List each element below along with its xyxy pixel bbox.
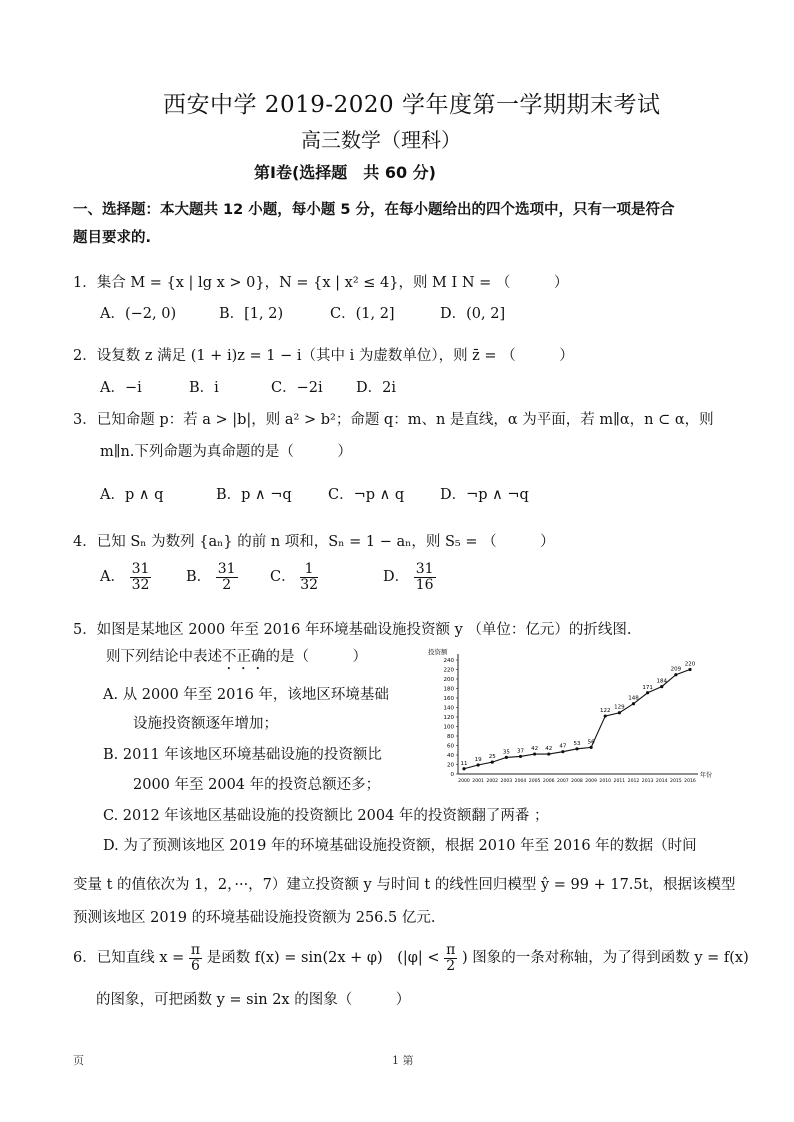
y-tick-label: 120 [443,715,454,721]
q6-stem-line-1 [73,943,749,973]
q3-stem-line-1: 3．已知命题 p：若 a > |b|，则 a² > b²；命题 q：m、n 是直线，α 为平面，若 m∥α，n ⊂ α，则 [73,412,714,428]
data-label: 184 [656,678,667,685]
q5-stem-line-2 [106,645,367,673]
q2-stem: 2．设复数 z 满足 (1 + i)z = 1 − i（其中 i 为虚数单位），则 z̄ = （ ） [73,348,574,364]
q4-c-denominator: 32 [300,576,319,593]
data-label: 37 [517,748,524,755]
data-label: 122 [600,708,611,715]
q5-option-c: C. 2012 年该地区基础设施的投资额比 2004 年的投资额翻了两番 ； [103,808,549,824]
x-tick-label: 2009 [585,779,597,784]
q1-option-c: C．(1, 2] [330,306,395,322]
data-point [505,756,508,759]
q6-frac1-numerator: π [190,942,201,958]
instruction-line-1: 一、选择题：本大题共 12 小题，每小题 5 分，在每小题给出的四个选项中，只有一项是符合 [73,202,675,218]
y-tick-label: 160 [443,696,454,702]
q4-option-b-label: B． [186,569,212,586]
x-tick-label: 2014 [655,779,668,784]
q6-frac2-denominator: 2 [446,957,456,974]
data-label: 148 [628,695,639,702]
q5-option-d-line-2: 变量 t 的值依次为 1，2，···，7）建立投资额 y 与时间 t 的线性回归模型 ŷ = 99 + 17.5t，根据该模型 [73,877,736,893]
data-point [491,761,494,764]
q5-stem-line-1: 5．如图是某地区 2000 年至 2016 年环境基础设施投资额 y （单位：亿元）的折线图. [73,622,632,638]
data-point [590,746,593,749]
q6-stem-1b: 是函数 f(x) = sin(2x + φ) (|φ| < [206,950,440,967]
q4-a-denominator: 32 [131,576,150,593]
q6-stem-1a: 6．已知直线 x = [73,950,185,967]
y-tick-label: 40 [447,753,454,759]
instruction-line-2: 题目要求的. [73,230,152,246]
q3-option-a: A．p ∧ q [100,487,164,503]
q2-option-d: D．2i [356,380,396,396]
q4-d-denominator: 16 [415,576,434,593]
footer-page-number: 1 第 [392,1054,414,1067]
q2-option-a: A．−i [100,380,142,396]
x-tick-label: 2003 [500,779,513,784]
y-tick-label: 240 [443,658,454,664]
q2-option-c: C．−2i [271,380,323,396]
x-tick-label: 2013 [641,779,654,784]
data-label: 53 [573,740,581,747]
data-point [646,691,649,694]
q4-b-numerator: 31 [217,561,236,577]
data-label: 35 [502,749,510,756]
x-tick-label: 2008 [571,779,583,784]
q4-a-numerator: 31 [131,561,150,577]
data-point [660,685,663,688]
q5-option-a-line-2: 设施投资额逐年增加； [133,716,278,732]
q3-option-d: D．¬p ∧ ¬q [440,487,529,503]
q5-option-d-line-3: 预测该地区 2019 的环境基础设施投资额为 256.5 亿元. [73,910,436,926]
data-label: 42 [531,746,539,753]
x-tick-label: 2005 [528,779,541,784]
y-tick-label: 20 [447,762,454,769]
q4-option-a-label: A． [100,569,125,586]
q4-option-c-fraction [300,562,318,592]
data-label: 19 [474,756,482,763]
footer-left: 页 [73,1054,84,1067]
x-axis-label: 年份 [700,772,713,779]
data-point [688,668,691,671]
data-point [519,755,522,758]
q6-stem-1c: ) 图象的一条对称轴，为了得到函数 y = f(x) [461,950,749,967]
q3-stem-line-2: m∥n.下列命题为真命题的是（ ） [100,444,352,460]
q2-option-b: B．i [189,380,219,396]
data-point [533,752,536,755]
x-tick-label: 2016 [684,779,696,784]
data-label: 220 [684,661,696,668]
q1-stem: 1．集合 M = {x | lg x > 0}，N = {x | x² ≤ 4}，则 M I N = （ ） [73,275,569,291]
q4-option-d-fraction [414,562,436,592]
data-label: 129 [614,704,625,711]
data-point [575,747,578,750]
q6-stem-line-2: 的图象，可把函数 y = sin 2x 的图象（ ） [96,992,411,1008]
q4-option-d-label: D． [383,569,410,586]
q4-option-c [270,562,318,592]
q6-frac2-numerator: π [446,942,456,958]
y-tick-label: 180 [443,686,454,693]
data-label: 25 [488,754,496,761]
q1-option-b: B．[1, 2) [219,306,284,322]
q1-option-a: A．(−2, 0) [100,306,177,322]
q1-option-d: D．(0, 2] [440,306,506,322]
x-tick-label: 2012 [627,779,640,784]
data-label: 47 [559,743,567,750]
q4-option-b-fraction [216,562,238,592]
x-tick-label: 2001 [472,779,484,784]
q4-c-numerator: 1 [300,562,318,578]
x-tick-label: 2011 [613,779,626,784]
q6-fraction-pi-2 [444,943,457,973]
y-tick-label: 80 [447,734,454,740]
y-tick-label: 0 [450,772,454,778]
q4-option-b [186,562,238,592]
data-label: 209 [670,666,682,673]
y-axis-label: 投资额 [428,648,448,656]
q6-fraction-pi-6 [189,943,202,973]
q5-stem-2a: 则下列结论中表述 [106,649,222,665]
investment-line-chart [420,644,716,802]
q3-option-b: B．p ∧ ¬q [216,487,292,503]
x-tick-label: 2010 [599,779,612,784]
data-point [561,750,564,753]
section-title: 第Ⅰ卷(选择题 共 60 分) [254,163,436,182]
data-point [674,673,677,676]
y-tick-label: 100 [443,724,454,731]
y-tick-label: 60 [447,743,454,750]
data-point [477,763,480,766]
data-point [604,714,607,717]
data-point [632,702,635,705]
q4-option-a-fraction [130,562,152,592]
q4-b-denominator: 2 [222,576,232,593]
x-tick-label: 2007 [557,779,569,784]
q5-stem-2c: 的是（ ） [265,649,367,665]
q4-option-c-label: C． [270,569,296,586]
x-tick-label: 2002 [486,779,499,784]
exam-subtitle: 高三数学（理科） [301,128,461,152]
data-label: 42 [545,746,553,753]
y-tick-label: 200 [443,677,454,683]
data-label: 171 [642,684,653,691]
data-label: 11 [460,760,468,767]
q3-option-c: C．¬p ∧ q [328,487,405,503]
q4-option-a [100,562,151,592]
x-tick-label: 2015 [670,779,682,784]
q4-d-numerator: 31 [415,561,434,577]
q6-frac1-denominator: 6 [191,957,200,974]
data-point [462,767,465,770]
data-label: 56 [587,739,595,746]
data-point [547,752,550,755]
q4-stem: 4．已知 Sₙ 为数列 {aₙ} 的前 n 项和，Sₙ = 1 − aₙ，则 S₅ = （ ） [73,534,555,550]
x-tick-label: 2000 [458,779,470,784]
q5-option-b-line-1: B. 2011 年该地区环境基础设施的投资额比 [103,747,382,763]
q5-option-a-line-1: A. 从 2000 年至 2016 年，该地区环境基础 [103,687,389,703]
q4-option-d [383,562,436,592]
y-tick-label: 220 [443,667,454,674]
q5-emphasis-not-correct: 不正确 [222,649,266,665]
y-tick-label: 140 [443,705,454,712]
x-tick-label: 2004 [514,779,527,784]
q5-option-d-line-1: D. 为了预测该地区 2019 年的环境基础设施投资额，根据 2010 年至 2016 年的数据（时间 [103,838,697,854]
x-tick-label: 2006 [542,779,555,784]
data-point [618,711,621,714]
exam-title: 西安中学 2019-2020 学年度第一学期期末考试 [163,92,661,118]
q5-option-b-line-2: 2000 年至 2004 年的投资总额还多； [133,777,381,793]
